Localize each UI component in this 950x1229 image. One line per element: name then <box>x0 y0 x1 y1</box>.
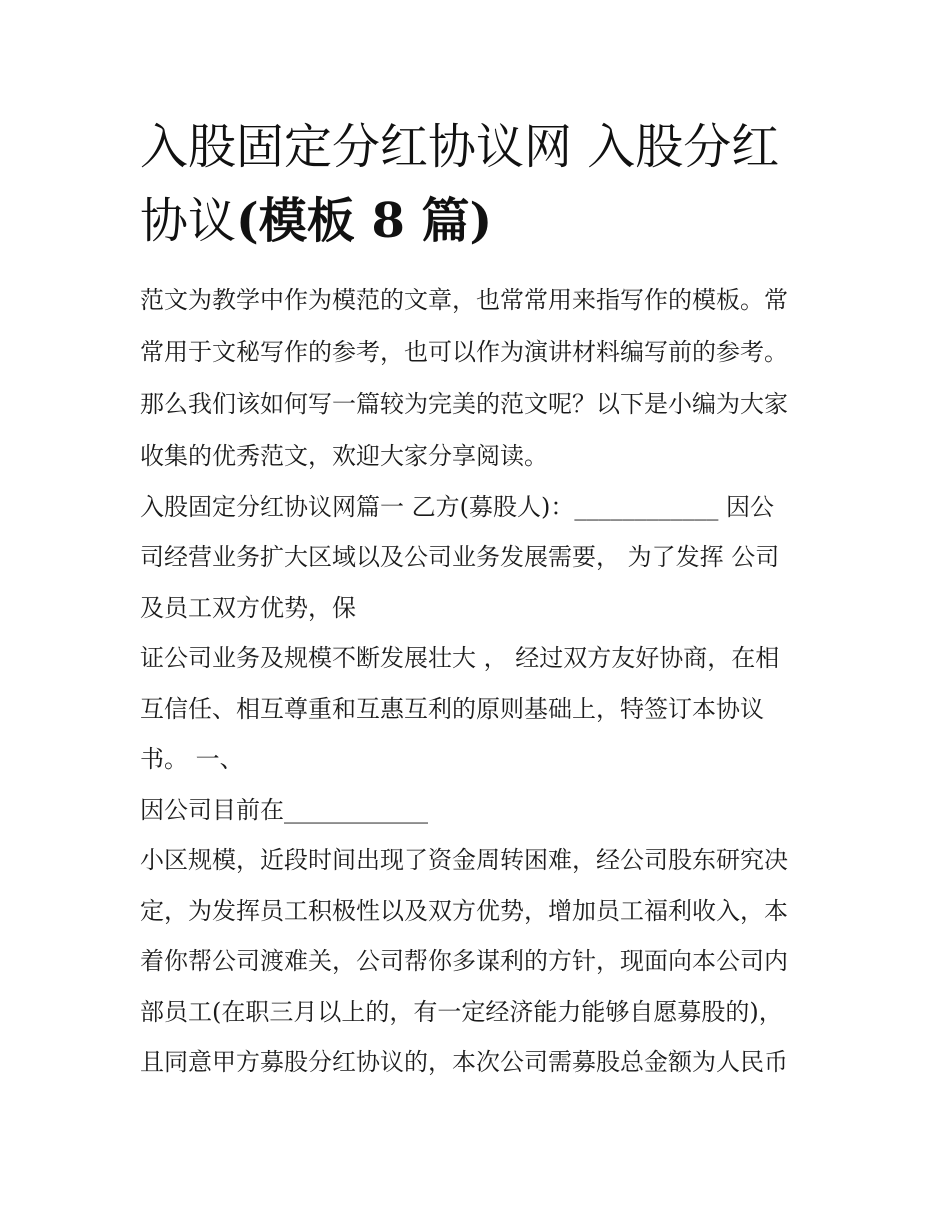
body-line: 因公司目前在____________ <box>140 796 428 824</box>
body-line: 收集的优秀范文，欢迎大家分享阅读。 <box>140 442 548 470</box>
body-line: 那么我们该如何写一篇较为完美的范文呢？以下是小编为大家 <box>140 390 788 418</box>
body-line: 且同意甲方募股分红协议的，本次公司需募股总金额为人民币 <box>140 1048 788 1076</box>
body-line: 证公司业务及规模不断发展壮大 ， 经过双方友好协商，在相 <box>140 644 780 672</box>
body-line: 定，为发挥员工积极性以及双方优势，增加员工福利收入，本 <box>140 897 788 925</box>
body-line: 入股固定分红协议网篇一 乙方(募股人)：____________ 因公 <box>140 493 774 521</box>
body-line: 及员工双方优势，保 <box>140 594 356 622</box>
title-line-2a: 协议 <box>140 193 237 249</box>
body-line: 书。 一、 <box>140 745 244 773</box>
title-line-2b: (模板 8 篇) <box>236 193 493 249</box>
body-line: 司经营业务扩大区域以及公司业务发展需要， 为了发挥 公司 <box>140 543 780 571</box>
body-line: 小区规模，近段时间出现了资金周转困难，经公司股东研究决 <box>140 846 788 874</box>
body-line: 常用于文秘写作的参考，也可以作为演讲材料编写前的参考。 <box>140 338 788 366</box>
body-line: 部员工(在职三月以上的，有一定经济能力能够自愿募股的)， <box>140 998 783 1026</box>
body-line: 着你帮公司渡难关，公司帮你多谋利的方针，现面向本公司内 <box>140 947 788 975</box>
body-line: 范文为教学中作为模范的文章，也常常用来指写作的模板。常 <box>140 286 788 314</box>
document-title <box>140 110 830 258</box>
title-line-1: 入股固定分红协议网 入股分红 <box>140 119 780 175</box>
body-line: 互信任、相互尊重和互惠互利的原则基础上，特签订本协议 <box>140 695 764 723</box>
